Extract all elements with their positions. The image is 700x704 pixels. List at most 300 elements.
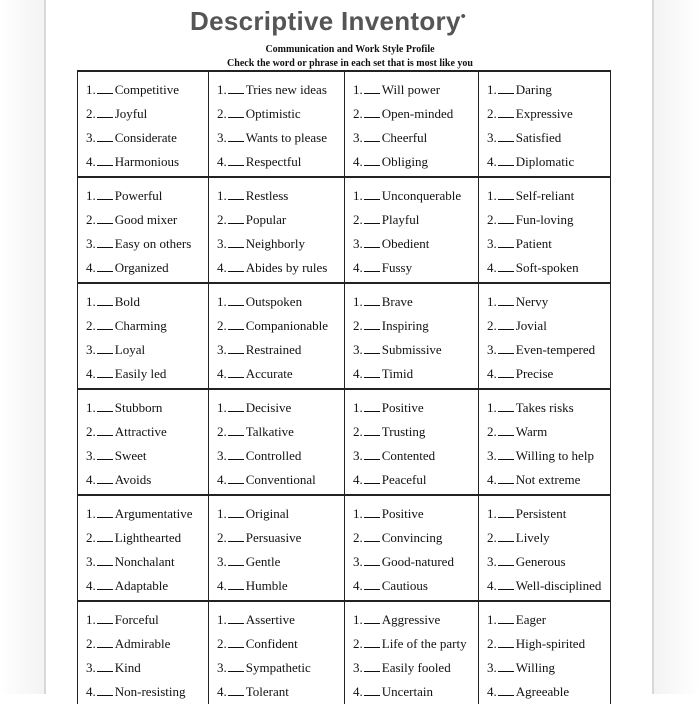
option-label: Sympathetic (245, 660, 311, 675)
option-number: 2. (217, 424, 227, 439)
check-blank[interactable] (498, 447, 514, 460)
check-blank[interactable] (364, 529, 380, 542)
option-label: Stubborn (114, 400, 163, 415)
option-label: Restless (245, 188, 289, 203)
check-blank[interactable] (228, 293, 244, 306)
check-blank[interactable] (364, 211, 380, 224)
word-option (487, 526, 610, 550)
word-list (78, 72, 208, 174)
check-blank[interactable] (97, 683, 113, 696)
check-blank[interactable] (97, 471, 113, 484)
check-blank[interactable] (97, 293, 113, 306)
check-blank[interactable] (228, 683, 244, 696)
word-option (217, 232, 344, 256)
check-blank[interactable] (228, 153, 244, 166)
check-blank[interactable] (228, 553, 244, 566)
check-blank[interactable] (97, 399, 113, 412)
check-blank[interactable] (228, 423, 244, 436)
word-option (86, 502, 208, 526)
option-label: Persuasive (245, 530, 302, 545)
option-label: Powerful (114, 188, 163, 203)
check-blank[interactable] (498, 399, 514, 412)
inventory-row (78, 495, 611, 601)
option-label: Decisive (245, 400, 292, 415)
word-option (353, 184, 478, 208)
word-option (353, 314, 478, 338)
word-option (353, 444, 478, 468)
word-option (86, 680, 208, 704)
word-set (209, 71, 345, 177)
inventory-body (78, 71, 611, 704)
word-set (345, 389, 479, 495)
option-number: 3. (86, 342, 96, 357)
word-option (353, 468, 478, 492)
check-blank[interactable] (228, 471, 244, 484)
option-label: Talkative (245, 424, 294, 439)
word-set (479, 71, 611, 177)
check-blank[interactable] (364, 635, 380, 648)
option-number: 3. (353, 236, 363, 251)
word-set (479, 177, 611, 283)
check-blank[interactable] (97, 105, 113, 118)
option-label: Easily fooled (381, 660, 451, 675)
check-blank[interactable] (228, 365, 244, 378)
option-label: Nervy (515, 294, 549, 309)
option-label: Attractive (114, 424, 167, 439)
word-list (345, 72, 478, 174)
word-list (209, 178, 344, 280)
option-label: Willing to help (515, 448, 594, 463)
word-option (86, 468, 208, 492)
check-blank[interactable] (498, 365, 514, 378)
word-list (78, 178, 208, 280)
option-label: Gentle (245, 554, 281, 569)
option-number: 3. (353, 342, 363, 357)
check-blank[interactable] (498, 577, 514, 590)
option-number: 4. (353, 154, 363, 169)
word-set (345, 71, 479, 177)
check-blank[interactable] (228, 611, 244, 624)
option-number: 4. (353, 260, 363, 275)
option-number: 3. (217, 554, 227, 569)
check-blank[interactable] (97, 317, 113, 330)
check-blank[interactable] (228, 659, 244, 672)
check-blank[interactable] (364, 293, 380, 306)
word-option (217, 78, 344, 102)
option-label: Agreeable (515, 684, 570, 699)
word-set (78, 389, 209, 495)
check-blank[interactable] (498, 659, 514, 672)
check-blank[interactable] (498, 553, 514, 566)
option-number: 2. (86, 106, 96, 121)
option-number: 3. (217, 342, 227, 357)
check-blank[interactable] (228, 317, 244, 330)
option-label: Neighborly (245, 236, 305, 251)
word-option (487, 256, 610, 280)
check-blank[interactable] (364, 317, 380, 330)
option-number: 4. (487, 366, 497, 381)
check-blank[interactable] (364, 187, 380, 200)
option-number: 1. (86, 294, 96, 309)
option-label: Self-reliant (515, 188, 575, 203)
word-set (209, 389, 345, 495)
option-number: 2. (217, 212, 227, 227)
check-blank[interactable] (364, 341, 380, 354)
word-option (353, 632, 478, 656)
word-option (353, 78, 478, 102)
option-number: 4. (487, 154, 497, 169)
option-label: Convincing (381, 530, 443, 545)
check-blank[interactable] (364, 553, 380, 566)
check-blank[interactable] (97, 81, 113, 94)
word-option (86, 102, 208, 126)
check-blank[interactable] (228, 635, 244, 648)
check-blank[interactable] (498, 611, 514, 624)
check-blank[interactable] (228, 105, 244, 118)
option-label: Jovial (515, 318, 547, 333)
check-blank[interactable] (498, 471, 514, 484)
option-label: Precise (515, 366, 554, 381)
option-number: 2. (487, 530, 497, 545)
word-set (345, 495, 479, 601)
option-label: Fussy (381, 260, 413, 275)
check-blank[interactable] (364, 471, 380, 484)
check-blank[interactable] (498, 187, 514, 200)
word-set (209, 495, 345, 601)
check-blank[interactable] (97, 187, 113, 200)
option-number: 1. (487, 400, 497, 415)
option-label: Eager (515, 612, 547, 627)
option-number: 4. (487, 578, 497, 593)
check-blank[interactable] (364, 423, 380, 436)
word-option (353, 290, 478, 314)
check-blank[interactable] (364, 259, 380, 272)
option-number: 3. (217, 236, 227, 251)
word-option (217, 680, 344, 704)
option-label: Inspiring (381, 318, 429, 333)
option-number: 1. (487, 82, 497, 97)
word-list (345, 284, 478, 386)
option-number: 3. (353, 554, 363, 569)
word-list (345, 178, 478, 280)
option-label: Persistent (515, 506, 567, 521)
word-option (487, 444, 610, 468)
check-blank[interactable] (97, 577, 113, 590)
option-label: Accurate (245, 366, 293, 381)
word-set (479, 495, 611, 601)
page-title (190, 6, 466, 37)
check-blank[interactable] (97, 611, 113, 624)
option-label: Admirable (114, 636, 171, 651)
check-blank[interactable] (97, 341, 113, 354)
check-blank[interactable] (498, 259, 514, 272)
inventory-row (78, 389, 611, 495)
word-option (487, 574, 610, 598)
word-option (487, 290, 610, 314)
inventory-row (78, 283, 611, 389)
word-option (86, 362, 208, 386)
option-number: 2. (353, 636, 363, 651)
word-option (86, 338, 208, 362)
word-list (345, 602, 478, 704)
check-blank[interactable] (498, 81, 514, 94)
check-blank[interactable] (97, 423, 113, 436)
option-number: 4. (353, 472, 363, 487)
check-blank[interactable] (97, 259, 113, 272)
option-label: Loyal (114, 342, 146, 357)
check-blank[interactable] (97, 129, 113, 142)
option-label: Joyful (114, 106, 148, 121)
word-option (217, 338, 344, 362)
check-blank[interactable] (364, 447, 380, 460)
check-blank[interactable] (228, 341, 244, 354)
check-blank[interactable] (364, 505, 380, 518)
word-option (487, 362, 610, 386)
check-blank[interactable] (97, 153, 113, 166)
option-label: Soft-spoken (515, 260, 579, 275)
option-number: 1. (217, 400, 227, 415)
check-blank[interactable] (364, 153, 380, 166)
check-blank[interactable] (498, 153, 514, 166)
option-number: 1. (353, 294, 363, 309)
option-number: 1. (487, 188, 497, 203)
option-number: 1. (353, 400, 363, 415)
check-blank[interactable] (97, 529, 113, 542)
check-blank[interactable] (364, 611, 380, 624)
word-list (78, 602, 208, 704)
option-label: Conventional (245, 472, 316, 487)
word-option (487, 632, 610, 656)
check-blank[interactable] (364, 235, 380, 248)
check-blank[interactable] (97, 505, 113, 518)
check-blank[interactable] (498, 635, 514, 648)
check-blank[interactable] (498, 683, 514, 696)
option-label: Unconquerable (381, 188, 462, 203)
option-number: 1. (353, 506, 363, 521)
check-blank[interactable] (228, 577, 244, 590)
instructions: Check the word or phrase in each set that is most like you (227, 58, 473, 69)
option-label: Generous (515, 554, 566, 569)
option-label: Playful (381, 212, 420, 227)
check-blank[interactable] (498, 235, 514, 248)
option-label: High-spirited (515, 636, 586, 651)
option-number: 3. (487, 342, 497, 357)
option-label: Assertive (245, 612, 295, 627)
option-number: 4. (86, 154, 96, 169)
option-label: Well-disciplined (515, 578, 602, 593)
check-blank[interactable] (97, 635, 113, 648)
option-label: Obliging (381, 154, 428, 169)
option-number: 1. (217, 506, 227, 521)
option-label: Restrained (245, 342, 302, 357)
word-option (217, 526, 344, 550)
option-label: Aggressive (381, 612, 441, 627)
option-label: Organized (114, 260, 169, 275)
check-blank[interactable] (364, 659, 380, 672)
option-label: Uncertain (381, 684, 434, 699)
option-number: 3. (487, 130, 497, 145)
option-number: 3. (487, 660, 497, 675)
check-blank[interactable] (498, 529, 514, 542)
word-option (86, 574, 208, 598)
check-blank[interactable] (228, 399, 244, 412)
word-option (86, 656, 208, 680)
word-option (86, 290, 208, 314)
option-number: 2. (487, 318, 497, 333)
word-option (86, 314, 208, 338)
word-option (217, 290, 344, 314)
check-blank[interactable] (364, 81, 380, 94)
option-label: Warm (515, 424, 548, 439)
check-blank[interactable] (498, 293, 514, 306)
word-option (353, 208, 478, 232)
word-set (78, 283, 209, 389)
word-set (209, 283, 345, 389)
check-blank[interactable] (364, 577, 380, 590)
option-number: 4. (353, 366, 363, 381)
option-label: Daring (515, 82, 552, 97)
option-label: Non-resisting (114, 684, 186, 699)
check-blank[interactable] (498, 423, 514, 436)
word-option (487, 126, 610, 150)
option-label: Nonchalant (114, 554, 175, 569)
check-blank[interactable] (228, 187, 244, 200)
option-label: Easy on others (114, 236, 192, 251)
check-blank[interactable] (364, 129, 380, 142)
option-number: 1. (353, 612, 363, 627)
check-blank[interactable] (228, 529, 244, 542)
option-label: Life of the party (381, 636, 467, 651)
word-option (353, 338, 478, 362)
word-option (487, 420, 610, 444)
word-set (479, 389, 611, 495)
word-option (353, 420, 478, 444)
option-number: 1. (86, 82, 96, 97)
option-number: 2. (487, 106, 497, 121)
check-blank[interactable] (228, 259, 244, 272)
word-list (479, 390, 610, 492)
option-label: Submissive (381, 342, 442, 357)
word-option (353, 150, 478, 174)
word-option (86, 126, 208, 150)
option-label: Original (245, 506, 290, 521)
option-label: Not extreme (515, 472, 581, 487)
option-label: Humble (245, 578, 288, 593)
word-option (86, 208, 208, 232)
option-label: Fun-loving (515, 212, 574, 227)
word-option (487, 338, 610, 362)
word-option (217, 550, 344, 574)
check-blank[interactable] (97, 235, 113, 248)
word-option (217, 502, 344, 526)
word-option (353, 502, 478, 526)
option-label: Optimistic (245, 106, 301, 121)
word-option (487, 680, 610, 704)
word-option (353, 526, 478, 550)
option-number: 1. (86, 506, 96, 521)
check-blank[interactable] (364, 365, 380, 378)
option-number: 3. (217, 448, 227, 463)
word-option (217, 632, 344, 656)
option-label: Patient (515, 236, 552, 251)
check-blank[interactable] (364, 399, 380, 412)
option-number: 1. (86, 188, 96, 203)
word-list (479, 496, 610, 598)
check-blank[interactable] (228, 129, 244, 142)
word-option (353, 102, 478, 126)
check-blank[interactable] (498, 105, 514, 118)
word-option (86, 396, 208, 420)
word-list (479, 178, 610, 280)
option-label: Lively (515, 530, 550, 545)
option-label: Takes risks (515, 400, 574, 415)
page-shadow-left (0, 0, 44, 694)
option-number: 1. (487, 294, 497, 309)
option-label: Outspoken (245, 294, 303, 309)
option-number: 3. (353, 660, 363, 675)
word-option (86, 550, 208, 574)
word-option (86, 526, 208, 550)
check-blank[interactable] (498, 341, 514, 354)
check-blank[interactable] (364, 683, 380, 696)
check-blank[interactable] (228, 447, 244, 460)
word-option (217, 208, 344, 232)
check-blank[interactable] (498, 129, 514, 142)
option-number: 3. (487, 236, 497, 251)
check-blank[interactable] (97, 447, 113, 460)
option-label: Abides by rules (245, 260, 328, 275)
word-option (86, 632, 208, 656)
check-blank[interactable] (97, 365, 113, 378)
option-label: Good-natured (381, 554, 454, 569)
check-blank[interactable] (498, 317, 514, 330)
option-label: Avoids (114, 472, 152, 487)
option-label: Kind (114, 660, 141, 675)
word-list (209, 72, 344, 174)
check-blank[interactable] (228, 81, 244, 94)
check-blank[interactable] (97, 553, 113, 566)
word-option (217, 468, 344, 492)
check-blank[interactable] (228, 211, 244, 224)
option-number: 3. (86, 554, 96, 569)
option-label: Will power (381, 82, 441, 97)
option-label: Forceful (114, 612, 159, 627)
word-set (209, 177, 345, 283)
option-label: Respectful (245, 154, 302, 169)
check-blank[interactable] (498, 505, 514, 518)
word-option (217, 126, 344, 150)
option-number: 2. (353, 212, 363, 227)
check-blank[interactable] (97, 211, 113, 224)
option-label: Adaptable (114, 578, 169, 593)
option-number: 3. (217, 660, 227, 675)
option-number: 2. (353, 530, 363, 545)
option-label: Companionable (245, 318, 329, 333)
option-number: 2. (86, 318, 96, 333)
word-option (487, 502, 610, 526)
check-blank[interactable] (364, 105, 380, 118)
word-option (217, 420, 344, 444)
option-number: 2. (217, 318, 227, 333)
option-number: 1. (217, 612, 227, 627)
word-list (479, 72, 610, 174)
option-label: Even-tempered (515, 342, 596, 357)
check-blank[interactable] (97, 659, 113, 672)
check-blank[interactable] (228, 235, 244, 248)
check-blank[interactable] (228, 505, 244, 518)
option-label: Trusting (381, 424, 426, 439)
check-blank[interactable] (498, 211, 514, 224)
